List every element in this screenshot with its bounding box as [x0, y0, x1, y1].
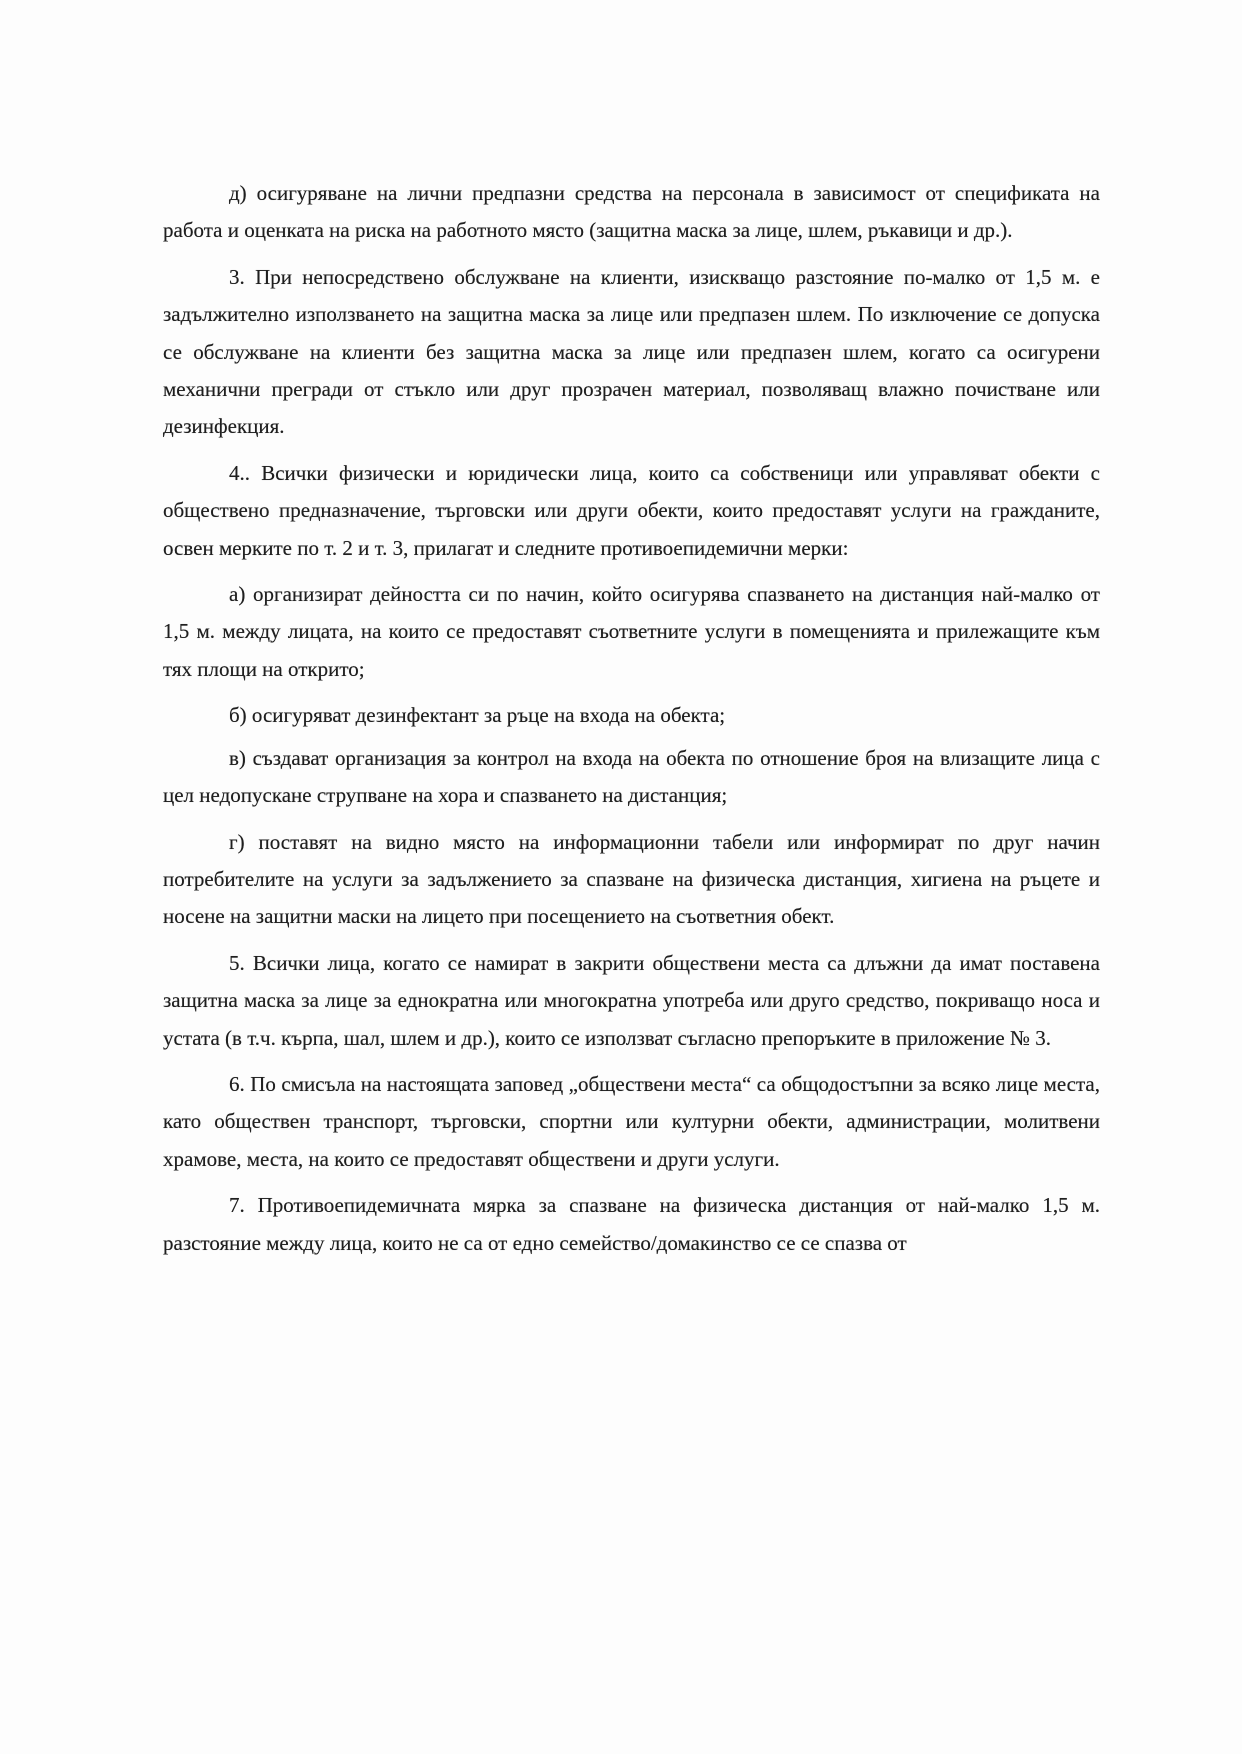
- paragraph-a-distance-organization: а) организират дейността си по начин, който осигурява спазването на дистанция най-малко от 1,5 м. между лицата, на които се предоставят съответните услуги в помещенията и прилежащите към тях площи на открито;: [163, 582, 1100, 681]
- paragraph-3-direct-client-service: 3. При непосредствено обслужване на клиенти, изискващо разстояние по-малко от 1,5 м. е задължително използването на защитна маска за лице или предпазен шлем. По изключение се допуска се обслужване на клиенти без защитна маска за лице или предпазен шлем, когато са осигурени механични прегради от стъкло или друг прозрачен материал, позволяващ влажно почистване или дезинфекция.: [163, 264, 1100, 439]
- paragraph-b-hand-disinfectant: б) осигуряват дезинфектант за ръце на входа на обекта;: [229, 703, 726, 728]
- paragraph-g-information-signs: г) поставят на видно място на информационни табели или информират по друг начин потребителите на услуги за задължението за спазване на физическа дистанция, хигиена на ръцете и носене на защитни маски на лицето при посещението на съответния обект.: [163, 829, 1100, 929]
- paragraph-5-face-masks: 5. Всички лица, когато се намират в закрити обществени места са длъжни да имат поставена защитна маска за лице за еднократна или многократна употреба или друго средство, покриващо носа и устата (в т.ч. кърпа, шал, шлем и др.), които се използват съгласно препоръките в приложение № 3.: [163, 950, 1100, 1050]
- document-body: [163, 175, 1100, 1271]
- paragraph-4-public-sites-measures: 4.. Всички физически и юридически лица, които са собственици или управляват обекти с обществено предназначение, търговски или други обекти, които предоставят услуги на гражданите, освен мерките по т. 2 и т. 3, прилагат и следните противоепидемични мерки:: [163, 460, 1100, 560]
- paragraph-v-entrance-control: в) създават организация за контрол на входа на обекта по отношение броя на влизащите лица с цел недопускане струпване на хора и спазването на дистанция;: [163, 745, 1100, 808]
- paragraph-d-personal-protective-equipment: д) осигуряване на лични предпазни средства на персонала в зависимост от спецификата на работа и оценката на риска на работното място (защитна маска за лице, шлем, ръкавици и др.).: [163, 181, 1100, 243]
- paragraph-6-public-places-definition: 6. По смисъла на настоящата заповед „обществени места“ са общодостъпни за всяко лице места, като обществен транспорт, търговски, спортни или културни обекти, администрации, молитвени храмове, места, на които се предоставят обществени и други услуги.: [163, 1071, 1100, 1171]
- paragraph-7-physical-distance: 7. Противоепидемичната мярка за спазване на физическа дистанция от най-малко 1,5 м. разстояние между лица, които не са от едно семейство/домакинство се се спазва от: [163, 1193, 1100, 1255]
